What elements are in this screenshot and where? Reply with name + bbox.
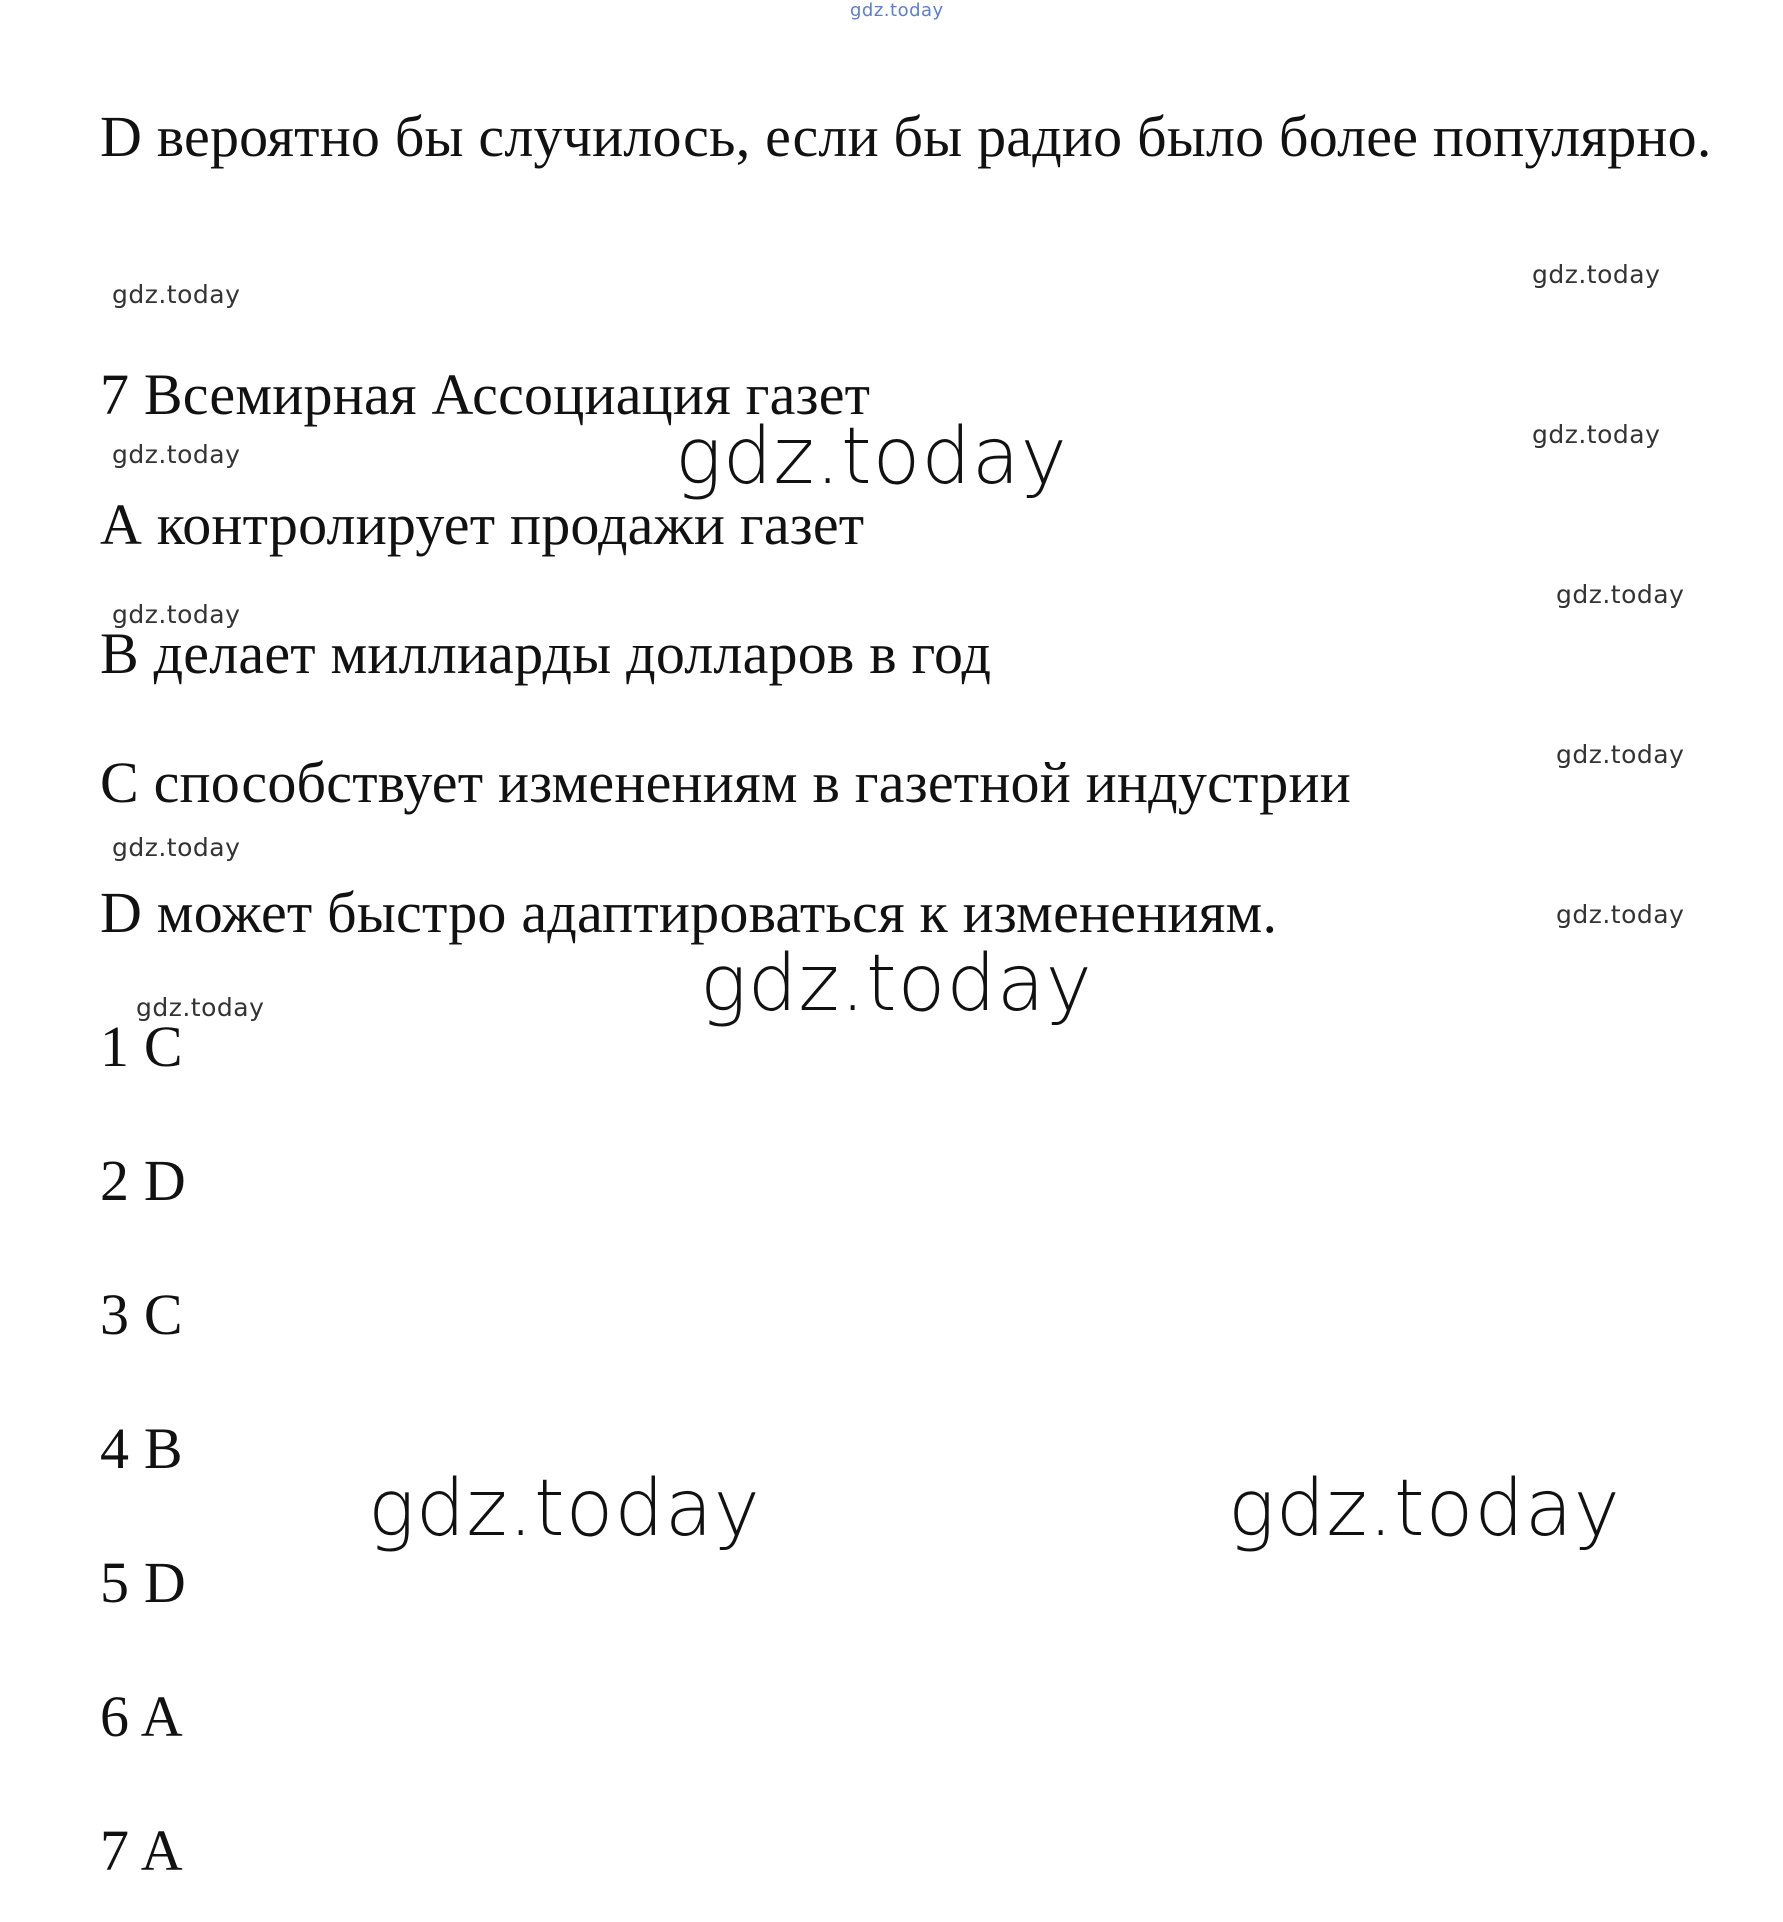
- watermark-small: gdz.today: [1532, 420, 1661, 449]
- watermark-large: gdz.today: [675, 412, 1068, 502]
- watermark-small: gdz.today: [112, 833, 241, 862]
- watermark-small: gdz.today: [112, 600, 241, 629]
- text-line-option-a: А контролирует продажи газет: [100, 492, 865, 557]
- watermark-large: gdz.today: [1228, 1464, 1621, 1554]
- text-line-question-7: 7 Всемирная Ассоциация газет: [100, 362, 871, 427]
- text-line-option-b: В делает миллиарды долларов в год: [100, 621, 992, 686]
- answer-item: 4 B: [100, 1416, 183, 1481]
- watermark-small: gdz.today: [112, 440, 241, 469]
- watermark-large: gdz.today: [368, 1464, 761, 1554]
- text-line-option-c: С способствует изменениям в газетной индустрии: [100, 750, 1351, 815]
- watermark-small: gdz.today: [1556, 580, 1685, 609]
- text-line-option-d-radio: D вероятно бы случилось, если бы радио было более популярно.: [100, 104, 1712, 169]
- answer-item: 7 A: [100, 1818, 183, 1883]
- text-line-option-d: D может быстро адаптироваться к изменениям.: [100, 880, 1278, 945]
- watermark-large: gdz.today: [700, 939, 1093, 1029]
- answer-item: 3 C: [100, 1282, 183, 1347]
- answer-item: 5 D: [100, 1550, 186, 1615]
- answer-item: 6 A: [100, 1684, 183, 1749]
- watermark-small: gdz.today: [1556, 740, 1685, 769]
- watermark-small: gdz.today: [112, 280, 241, 309]
- answer-item: 1 C: [100, 1014, 183, 1079]
- watermark-small: gdz.today: [1556, 900, 1685, 929]
- answer-item: 2 D: [100, 1148, 186, 1213]
- watermark-small: gdz.today: [1532, 260, 1661, 289]
- watermark-small: gdz.today: [136, 993, 265, 1022]
- watermark-top: gdz.today: [850, 0, 944, 21]
